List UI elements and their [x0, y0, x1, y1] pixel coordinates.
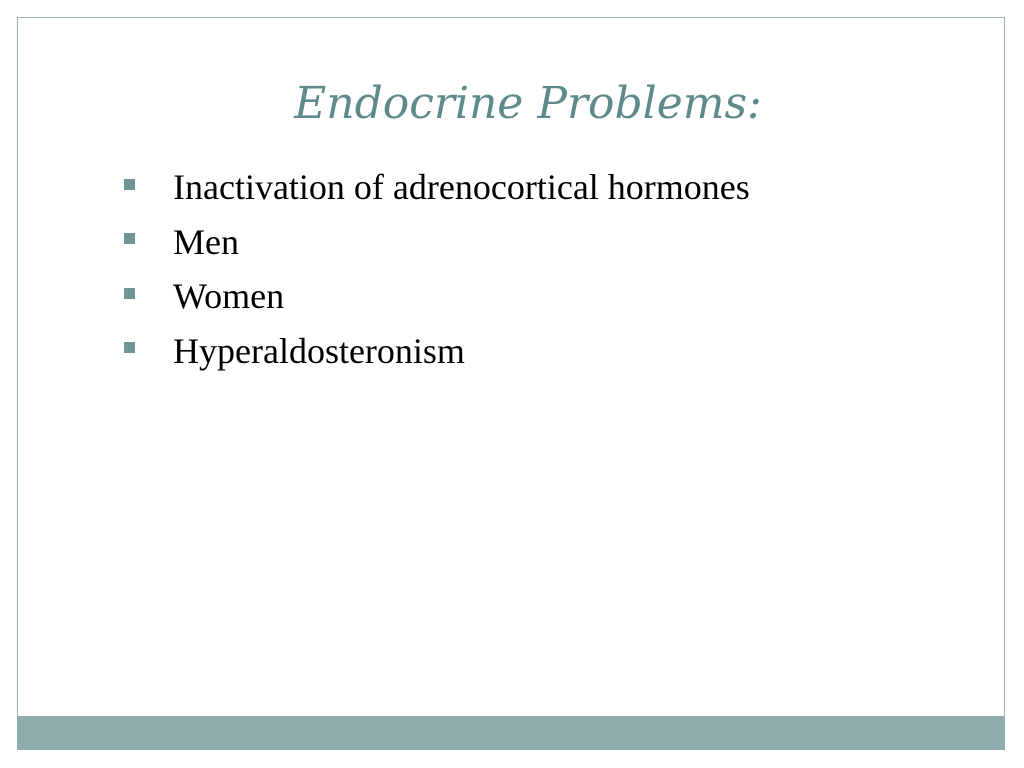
- bullet-list: [124, 160, 750, 378]
- bullet-text: Inactivation of adrenocortical hormones: [173, 167, 750, 208]
- square-bullet-icon: [124, 342, 135, 353]
- footer-bar: [17, 716, 1005, 750]
- slide-title: Endocrine Problems:: [294, 78, 762, 129]
- square-bullet-icon: [124, 233, 135, 244]
- bullet-item: [124, 160, 750, 215]
- square-bullet-icon: [124, 288, 135, 299]
- bullet-item: [124, 215, 750, 270]
- bullet-text: Hyperaldosteronism: [173, 330, 465, 371]
- square-bullet-icon: [124, 179, 135, 190]
- bullet-item: [124, 324, 750, 379]
- bullet-text: Women: [173, 276, 285, 317]
- bullet-item: [124, 269, 750, 324]
- bullet-text: Men: [173, 221, 239, 262]
